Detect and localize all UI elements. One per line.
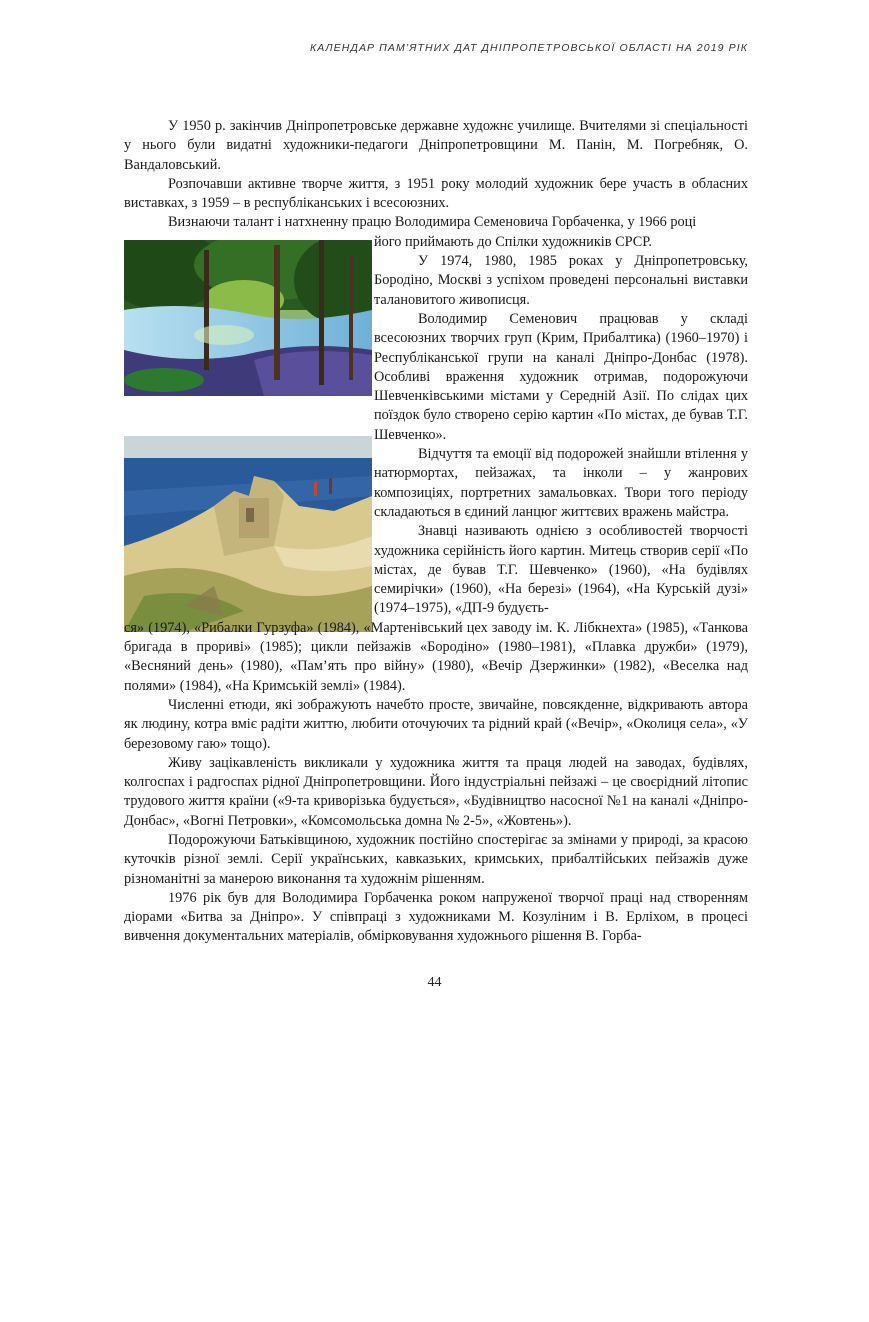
paragraph: Розпочавши активне творче життя, з 1951 року молодий художник бере участь в обласних виставках, з 1959 – в республіканських і всесоюзних. [124,175,748,212]
wrapped-section [374,233,748,619]
paragraph: Відчуття та емоції від подорожей знайшли втілення у натюрмортах, пейзажах, та інколи – у жанрових композиціях, портретних замальовках. Твори того періоду складаються в єдиний ланцюг життєвих вражень майстра. [374,446,748,520]
paragraph: У 1974, 1980, 1985 роках у Дніпропетровську, Бородіно, Москві з успіхом проведені персональні виставки талановитого живописця. [374,253,748,308]
paragraph: Володимир Семенович працював у складі всесоюзних творчих груп (Крим, Прибалтика) (1960–1970) і Республіканської групи на каналі Дніпро-Донбас (1978). Особливі враження художник отримав, подорожуючи Шевченківськими містами у Середній Азії. По слідах цих поїздок було створено серію картин «По містах, де бував Т.Г. Шевченко». [374,310,748,443]
paragraph: Подорожуючи Батьківщиною, художник постійно спостерігає за змінами у природі, за красою куточків різної землі. Серії українських, кавказьких, кримських, прибалтійських пейзажів дуже різноманітні за манерою виконання та художнім рішенням. [124,831,748,887]
paragraph: Живу зацікавленість викликали у художника життя та праця людей на заводах, будівлях, колгоспах і радгоспах рідної Дніпропетровщини. Його індустріальні пейзажі – це своєрідний літопис трудового життя країни («9-та криворізька будується», «Будівництво насосної №1 на каналі «Дніпро-Донбас», «Вогні Петровки», «Комсомольська домна № 2-5», «Жовтень»). [124,754,748,829]
page-number: 44 [427,975,442,990]
paragraph-continuation: ся» (1974), «Рибалки Гурзуфа» (1984), «Мартенівський цех заводу ім. К. Лібкнехта» (1985), «Танкова бригада в прориві» (1985); цикли пейзажів «Бородіно» (1980–1981), «Плавка дружби» (1979), «Весняний день» (1980), «Пам’ять про війну» (1980), «Вечір Дзержинки» (1982), «Веселка над полями» (1984), «На Кримській землі» (1984). [124,619,748,694]
paragraph: Численні етюди, які зображують начебто просте, звичайне, повсякденне, відкривають автора як людину, котра вміє радіти життю, любити оточуючих та рідний край («Вечір», «Околиця села», «У березовому гаю» тощо). [124,696,748,752]
paragraph: 1976 рік був для Володимира Горбаченка роком напруженої творчої праці над створенням діорами «Битва за Дніпро». У співпраці з художниками М. Козуліним і В. Ерліхом, в процесі вивчення документальних матеріалів, обмірковування художнього рішення В. Горба- [124,889,748,945]
paragraph: Знавці називають однією з особливостей творчості художника серійність його картин. Митець створив серії «По містах, де бував Т.Г. Шевченко» (1960), «На будівлях семирічки» (1960), «На березі» (1964), «На Курській дузі» (1974–1975), «ДП-9 будуєть- [374,523,748,617]
running-header: КАЛЕНДАР ПАМ’ЯТНИХ ДАТ ДНІПРОПЕТРОВСЬКОЇ ОБЛАСТІ НА 2019 РІК [309,42,748,54]
paragraph: Визнаючи талант і натхненну працю Володимира Семеновича Горбаченка, у 1966 році [168,214,697,231]
paragraph: його приймають до Спілки художників СРСР. [374,233,652,250]
paragraph: У 1950 р. закінчив Дніпропетровське державне художнє училище. Вчителями зі спеціальності у нього були видатні художники-педагоги Дніпропетровщини М. Панін, М. Погребняк, О. Вандаловський. [124,118,748,173]
article-body [124,117,748,947]
